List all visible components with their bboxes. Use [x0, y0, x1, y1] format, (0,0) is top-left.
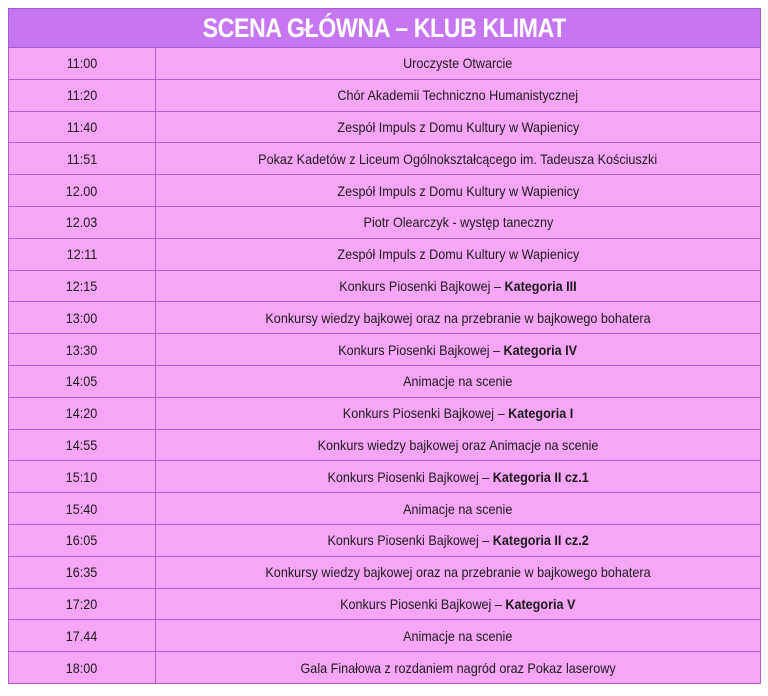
time-cell — [9, 397, 156, 429]
time-text: 12:15 — [66, 277, 98, 294]
event-text: Konkurs Piosenki Bajkowej – — [339, 277, 505, 294]
event-text-wrap — [363, 214, 553, 230]
time-cell — [9, 461, 156, 493]
schedule-title-text: SCENA GŁÓWNA – KLUB KLIMAT — [202, 12, 567, 43]
table-row — [9, 493, 761, 525]
event-text: Konkurs wiedzy bajkowej oraz Animacje na scenie — [317, 436, 599, 453]
event-cell — [156, 79, 761, 111]
event-cell — [156, 111, 761, 143]
time-cell — [9, 79, 156, 111]
time-cell — [9, 588, 156, 620]
time-cell — [9, 111, 156, 143]
event-text-wrap — [327, 532, 588, 548]
schedule-table — [8, 8, 761, 684]
event-text: Konkursy wiedzy bajkowej oraz na przebranie w bajkowego bohatera — [265, 564, 651, 581]
event-cell — [156, 48, 761, 80]
table-row — [9, 365, 761, 397]
event-text: Chór Akademii Techniczno Humanistycznej — [337, 87, 579, 104]
time-text: 13:30 — [66, 341, 98, 358]
table-row — [9, 397, 761, 429]
event-text-wrap — [339, 342, 578, 358]
time-cell — [9, 238, 156, 270]
time-text: 14:20 — [66, 405, 98, 422]
event-text: Uroczyste Otwarcie — [403, 55, 513, 72]
table-row — [9, 48, 761, 80]
time-text: 11:20 — [66, 87, 98, 104]
event-text: Konkursy wiedzy bajkowej oraz na przebranie w bajkowego bohatera — [265, 309, 651, 326]
event-text-wrap — [337, 119, 579, 135]
time-text: 12:11 — [66, 246, 98, 263]
event-cell — [156, 365, 761, 397]
event-text-wrap — [403, 373, 512, 389]
table-row — [9, 556, 761, 588]
event-text-wrap — [265, 310, 650, 326]
event-cell — [156, 238, 761, 270]
table-row — [9, 111, 761, 143]
category-label: Kategoria I — [508, 405, 574, 422]
event-text: Konkurs Piosenki Bajkowej – — [327, 532, 493, 549]
event-text-wrap — [343, 405, 573, 421]
event-cell — [156, 524, 761, 556]
table-row — [9, 429, 761, 461]
time-cell — [9, 556, 156, 588]
time-cell — [9, 143, 156, 175]
schedule-title — [9, 9, 761, 48]
event-text-wrap — [338, 87, 579, 103]
time-cell — [9, 206, 156, 238]
event-text: Zespół Impuls z Domu Kultury w Wapienicy — [337, 246, 579, 263]
time-text: 15:40 — [66, 500, 98, 517]
time-text: 11:51 — [66, 150, 98, 167]
event-text-wrap — [340, 596, 575, 612]
time-text: 17.44 — [66, 627, 98, 644]
event-text-wrap — [403, 55, 512, 71]
time-cell — [9, 365, 156, 397]
event-cell — [156, 620, 761, 652]
time-text: 15:10 — [66, 468, 98, 485]
table-row — [9, 302, 761, 334]
time-cell — [9, 620, 156, 652]
table-row — [9, 206, 761, 238]
event-text: Konkurs Piosenki Bajkowej – — [327, 468, 493, 485]
category-label: Kategoria II cz.1 — [492, 468, 589, 485]
time-text: 16:05 — [66, 532, 98, 549]
event-text: Zespół Impuls z Domu Kultury w Wapienicy — [337, 182, 579, 199]
time-text: 14:05 — [66, 373, 98, 390]
time-cell — [9, 652, 156, 684]
table-row — [9, 524, 761, 556]
event-cell — [156, 334, 761, 366]
time-text: 11:40 — [66, 118, 98, 135]
event-cell — [156, 302, 761, 334]
table-row — [9, 270, 761, 302]
table-row — [9, 588, 761, 620]
header-row — [9, 9, 761, 48]
table-row — [9, 175, 761, 207]
event-text: Animacje na scenie — [403, 500, 513, 517]
event-cell — [156, 270, 761, 302]
table-row — [9, 143, 761, 175]
table-row — [9, 238, 761, 270]
event-cell — [156, 175, 761, 207]
time-text: 17:20 — [66, 595, 98, 612]
category-label: Kategoria V — [505, 595, 576, 612]
time-text: 11:00 — [66, 55, 98, 72]
event-cell — [156, 397, 761, 429]
table-row — [9, 620, 761, 652]
schedule-body — [9, 48, 761, 684]
category-label: Kategoria III — [504, 277, 577, 294]
time-cell — [9, 48, 156, 80]
event-text-wrap — [318, 437, 599, 453]
event-text-wrap — [327, 469, 588, 485]
time-cell — [9, 524, 156, 556]
time-text: 18:00 — [66, 659, 98, 676]
time-cell — [9, 175, 156, 207]
time-text: 12.00 — [66, 182, 98, 199]
event-text: Konkurs Piosenki Bajkowej – — [342, 405, 509, 422]
event-cell — [156, 461, 761, 493]
table-row — [9, 79, 761, 111]
category-label: Kategoria IV — [503, 341, 578, 358]
event-cell — [156, 652, 761, 684]
time-text: 12.03 — [66, 214, 98, 231]
event-cell — [156, 556, 761, 588]
event-text: Pokaz Kadetów z Liceum Ogólnokształcącego im. Tadeusza Kościuszki — [258, 150, 658, 167]
event-text: Animacje na scenie — [403, 373, 513, 390]
event-text-wrap — [259, 151, 658, 167]
event-text-wrap — [403, 501, 512, 517]
event-text: Konkurs Piosenki Bajkowej – — [338, 341, 504, 358]
event-text-wrap — [337, 183, 579, 199]
table-row — [9, 652, 761, 684]
event-text-wrap — [403, 628, 512, 644]
event-text: Animacje na scenie — [403, 627, 513, 644]
event-cell — [156, 493, 761, 525]
event-text-wrap — [265, 564, 650, 580]
event-text: Piotr Olearczyk - występ taneczny — [363, 214, 553, 231]
event-text: Konkurs Piosenki Bajkowej – — [340, 595, 506, 612]
time-cell — [9, 429, 156, 461]
time-text: 14:55 — [66, 436, 98, 453]
time-text: 13:00 — [66, 309, 98, 326]
category-label: Kategoria II cz.2 — [492, 532, 589, 549]
event-cell — [156, 429, 761, 461]
time-cell — [9, 270, 156, 302]
event-cell — [156, 143, 761, 175]
event-text-wrap — [300, 660, 615, 676]
event-text: Gala Finałowa z rozdaniem nagród oraz Pokaz laserowy — [300, 659, 616, 676]
time-text: 16:35 — [66, 564, 98, 581]
time-cell — [9, 493, 156, 525]
table-row — [9, 461, 761, 493]
time-cell — [9, 334, 156, 366]
event-text-wrap — [337, 246, 579, 262]
table-row — [9, 334, 761, 366]
event-cell — [156, 588, 761, 620]
time-cell — [9, 302, 156, 334]
event-text-wrap — [339, 278, 576, 294]
event-cell — [156, 206, 761, 238]
event-text: Zespół Impuls z Domu Kultury w Wapienicy — [337, 118, 579, 135]
